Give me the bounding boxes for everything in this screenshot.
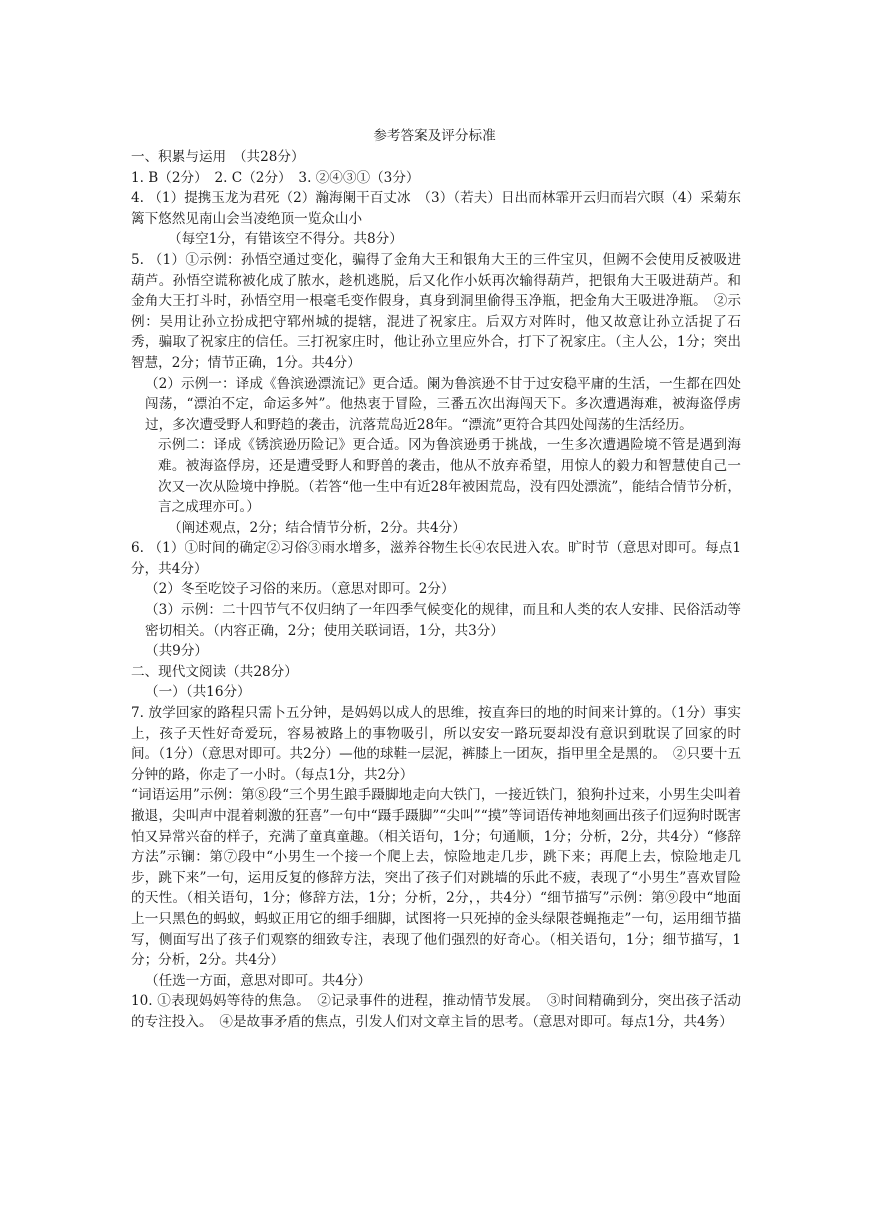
answer-paragraph: 5. （1）①示例：孙悟空通过变化，骗得了金角大王和银角大王的三件宝贝，但阙不会使用反被吸进葫芦。孙悟空谎称被化成了脓水，趁机逃脱，后又化作小妖再次输得葫芦，把银角大王吸进葫芦。和金角大王打斗时，孙悟空用一根毫毛变作假身，真身到洞里偷得玉净瓶，把金角大王吸进净瓶。 ②示例：吴用让孙立扮成把守郓州城的提辖，混进了祝家庄。后双方对阵时，他又故意让孙立活捉了石秀，骗取了祝家庄的信任。三打祝家庄时，他让孙立里应外合，打下了祝家庄。（主人公，1分；突出智慧，2分；情节正确，1分。共4分） <box>131 251 741 371</box>
answer-paragraph: （2）示例一：译成《鲁滨逊漂流记》更合适。阑为鲁滨逊不甘于过安稳平庸的生活，一生都在四处闯荡，“漂泊不定，命运多舛”。他热衷于冒险，三番五次出海闯天下。多次遭遇海难，被海盗俘虏过，多次遭受野人和野趋的袭击，沆落荒岛近28年。“漂流”更符合其四处闯荡的生活经历。 <box>145 375 741 433</box>
scoring-note: （阐述观点，2分；结合情节分析，2分。共4分） <box>168 519 466 536</box>
answer-paragraph: 7. 放学回家的路程只需卜五分钟，是妈妈以成人的思维，按直奔曰的地的时间来计算的。（1分）事实上，孩子天性好奇爱玩，容易被路上的事物吸引，所以安安一路玩耍却没有意识到耽误了回家的时间。（1分）（意思对即可。共2分）—他的球鞋一层泥，裤膝上一团灰，指甲里全是黑的。 ②只要十五分钟的路，你走了一小时。（每点1分，共2分） <box>131 705 741 783</box>
answer-line: 4. （1）提携玉龙为君死（2）瀚海阑干百丈冰 （3）（若夫）日出而林霏开云归而岩穴暝（4）采菊东篱下悠然见南山会当凌绝顶一览众山小 <box>131 190 741 227</box>
scoring-note: （每空1分，有错该空不得分。共8分） <box>168 231 403 248</box>
answer-paragraph: （3）示例：二十四节气不仅归纳了一年四季气候变化的规律，而且和人类的农人安排、民俗活动等密切相关。（内容正确，2分；使用关联词语，1分，共3分） <box>145 602 741 639</box>
section-heading: 一、积累与运用 （共28分） <box>131 149 305 165</box>
answer-line: （2）冬至吃饺子习俗的来历。（意思对即可。2分） <box>145 581 455 598</box>
answer-paragraph: 示例二：译成《锈滨逊历险记》更合适。冈为鲁滨逊勇于挑战，一生多次遭遇险境不管是遇到海难。被海盗俘房，还是遭受野人和野兽的袭击，他从不放弃希望，用惊人的毅力和智慧使自己一次又一次从险境中挣脱。（若答“他一生中有近28年被困荒岛，没有四处漂流”，能结合情节分析，言之成理亦可。） <box>158 437 741 516</box>
answer-line: 1. B（2分） 2. C（2分） 3. ②④③①（3分） <box>131 169 420 186</box>
answer-paragraph: 6. （1）①时间的确定②习俗③雨水增多，滋养谷物生长④农民进入农。旷时节（意思对即可。每点1分，共4分） <box>131 540 741 577</box>
scoring-note: （共9分） <box>145 643 209 660</box>
subsection-heading: （一）（共16分） <box>145 684 251 701</box>
scoring-note: （任选一方面，意思对即可。共4分） <box>145 972 372 989</box>
answer-content <box>131 147 741 1033</box>
answer-paragraph: “词语运用”示例：第⑧段“三个男生踉手蹑脚地走向大铁门，一接近铁门，狼狗扑过来，小男生尖叫着撤退，尖叫声中混着刺激的狂喜”一句中“蹑手蹑脚”“尖叫”“摸”等词语传神地刻画出孩子们逗狗时既害怕又异常兴奋的样子，充满了童真童趣。（相关语句，1分；句通顺，1分；分析，2分，共4分）“修辞方法”示镧：第⑦段中“小男生一个接一个爬上去，惊险地走几步，跳下来；再爬上去，惊险地走几步，跳下来”一句，运用反复的修辞方法，突出了孩子们对跳墙的乐此不疲，表现了“小男生”喜欢冒险的天性。（相关语句，1分；修辞方法，1分；分析，2分，，共4分）“细节描写”示例：第⑨段中“地面上一只黑色的蚂蚁，蚂蚁正用它的细手细脚，试图将一只死掉的金头绿限苍蝇拖走”一句，运用细节描写，侧面写出了孩子们观察的细致专注，表现了他们强烈的好奇心。（相关语句，1分；细节描写，1分；分析，2分。共4分） <box>131 787 741 969</box>
answer-paragraph: 10. ①表现妈妈等待的焦急。 ②记录事件的进程，推动情节发展。 ③时间精确到分，突出孩子活动的专注投入。 ④是故事矛盾的焦点，引发人们对文章主旨的思考。（意思对即可。每点1分，共4务） <box>131 993 741 1030</box>
section-heading: 二、现代文阅读（共28分） <box>131 663 298 680</box>
page-title: 参考答案及评分标准 <box>373 128 496 144</box>
